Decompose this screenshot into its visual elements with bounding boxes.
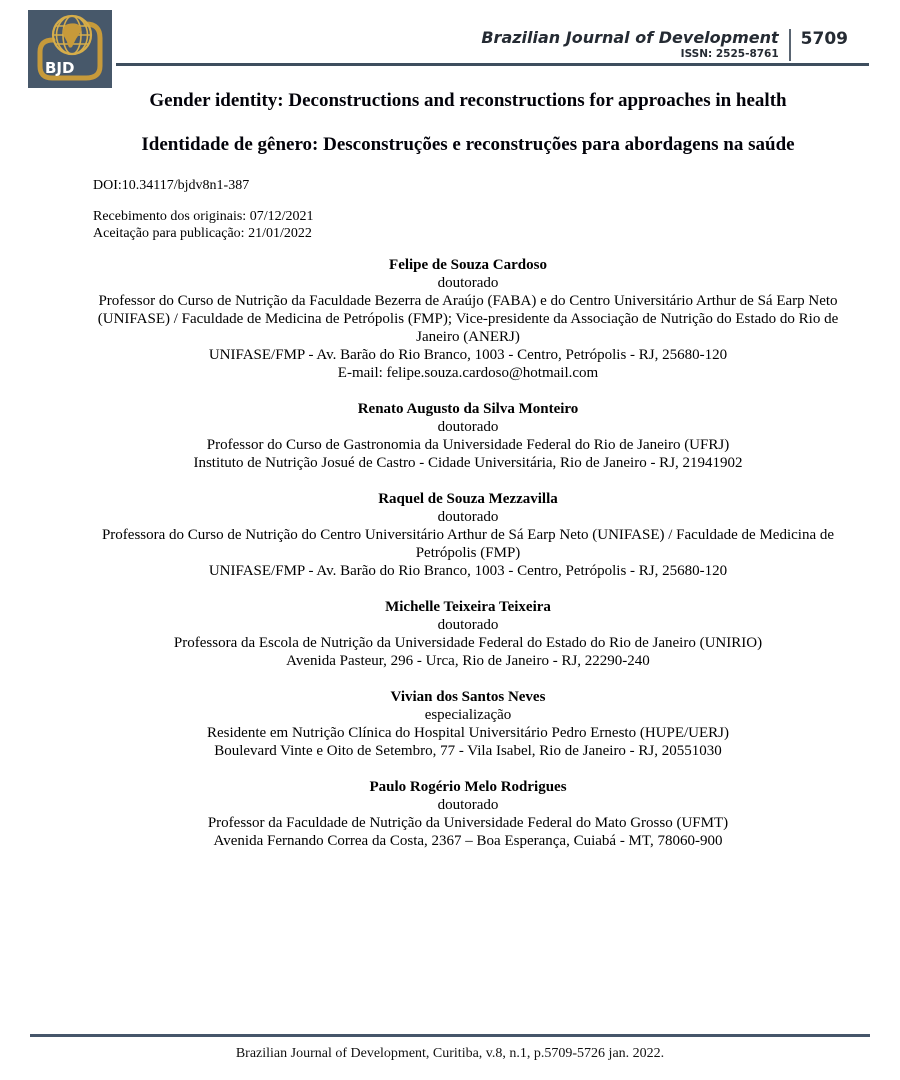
author-affiliation-line: Professora do Curso de Nutrição do Centro Universitário Arthur de Sá Earp Neto (UNIFASE) / Faculdade de Medicina de Petrópolis (FMP)	[101, 527, 835, 561]
author-degree: doutorado	[437, 275, 499, 291]
author-affiliation-line: Avenida Fernando Correa da Costa, 2367 – Boa Esperança, Cuiabá - MT, 78060-900	[213, 833, 723, 849]
author-affiliation-line: E-mail: felipe.souza.cardoso@hotmail.com	[337, 365, 599, 381]
bjd-globe-icon	[28, 10, 112, 88]
article-front-matter	[93, 80, 843, 868]
author-degree: doutorado	[437, 509, 499, 525]
author-affiliation-line: Residente em Nutrição Clínica do Hospital Universitário Pedro Ernesto (HUPE/UERJ)	[207, 725, 729, 741]
journal-issn: ISSN: 2525-8761	[680, 48, 779, 60]
doi: DOI:10.34117/bjdv8n1-387	[93, 178, 250, 193]
author-affiliation-line: Instituto de Nutrição Josué de Castro - Cidade Universitária, Rio de Janeiro - RJ, 21941902	[193, 455, 743, 471]
author-affiliation-line: Avenida Pasteur, 296 - Urca, Rio de Janeiro - RJ, 22290-240	[286, 653, 650, 669]
svg-text:BJD: BJD	[45, 59, 75, 77]
footer-rule	[30, 1034, 870, 1037]
author-name: Felipe de Souza Cardoso	[389, 257, 547, 273]
received-date: Recebimento dos originais: 07/12/2021	[93, 209, 314, 224]
author-affiliation	[93, 814, 843, 850]
author-name: Michelle Teixeira Teixeira	[385, 599, 551, 615]
author-degree: doutorado	[437, 797, 499, 813]
authors-list	[93, 256, 843, 850]
author-block	[93, 256, 843, 382]
author-affiliation	[93, 292, 843, 382]
author-name: Raquel de Souza Mezzavilla	[378, 491, 558, 507]
author-degree: doutorado	[437, 419, 499, 435]
author-affiliation-line: Professor do Curso de Gastronomia da Universidade Federal do Rio de Janeiro (UFRJ)	[206, 437, 730, 453]
author-block	[93, 688, 843, 760]
author-affiliation-line: Professor do Curso de Nutrição da Faculdade Bezerra de Araújo (FABA) e do Centro Universitário Arthur de Sá Earp Neto (UNIFASE) / Faculdade de Medicina de Petrópolis (FMP); Vice-presidente da Associação de Nutrição do Estado do Rio de Janeiro (ANERJ)	[97, 293, 839, 345]
author-degree: especialização	[424, 707, 512, 723]
author-affiliation	[93, 436, 843, 472]
article-title-english: Gender identity: Deconstructions and reconstructions for approaches in health	[149, 90, 787, 111]
journal-logo	[28, 10, 112, 88]
author-affiliation-line: Professora da Escola de Nutrição da Universidade Federal do Estado do Rio de Janeiro (UNIRIO)	[173, 635, 763, 651]
author-name: Renato Augusto da Silva Monteiro	[357, 401, 579, 417]
author-affiliation-line: Professor da Faculdade de Nutrição da Universidade Federal do Mato Grosso (UFMT)	[207, 815, 729, 831]
author-affiliation	[93, 724, 843, 760]
author-block	[93, 778, 843, 850]
author-affiliation	[93, 526, 843, 580]
author-block	[93, 400, 843, 472]
author-name: Vivian dos Santos Neves	[390, 689, 546, 705]
author-block	[93, 598, 843, 670]
page-number: 5709	[800, 29, 848, 49]
article-title-portuguese: Identidade de gênero: Desconstruções e reconstruções para abordagens na saúde	[141, 134, 795, 155]
author-block	[93, 490, 843, 580]
article-meta	[93, 177, 843, 242]
author-name: Paulo Rogério Melo Rodrigues	[369, 779, 567, 795]
author-affiliation-line: UNIFASE/FMP - Av. Barão do Rio Branco, 1003 - Centro, Petrópolis - RJ, 25680-120	[208, 347, 728, 363]
journal-meta	[481, 28, 788, 61]
author-affiliation	[93, 634, 843, 670]
author-affiliation-line: Boulevard Vinte e Oito de Setembro, 77 - Vila Isabel, Rio de Janeiro - RJ, 20551030	[214, 743, 722, 759]
author-affiliation-line: UNIFASE/FMP - Av. Barão do Rio Branco, 1003 - Centro, Petrópolis - RJ, 25680-120	[208, 563, 728, 579]
footer-citation: Brazilian Journal of Development, Curitiba, v.8, n.1, p.5709-5726 jan. 2022.	[235, 1046, 665, 1061]
accepted-date: Aceitação para publicação: 21/01/2022	[93, 226, 312, 241]
journal-name: Brazilian Journal of Development	[481, 28, 779, 47]
author-degree: doutorado	[437, 617, 499, 633]
header	[481, 28, 848, 61]
header-rule	[116, 63, 869, 66]
